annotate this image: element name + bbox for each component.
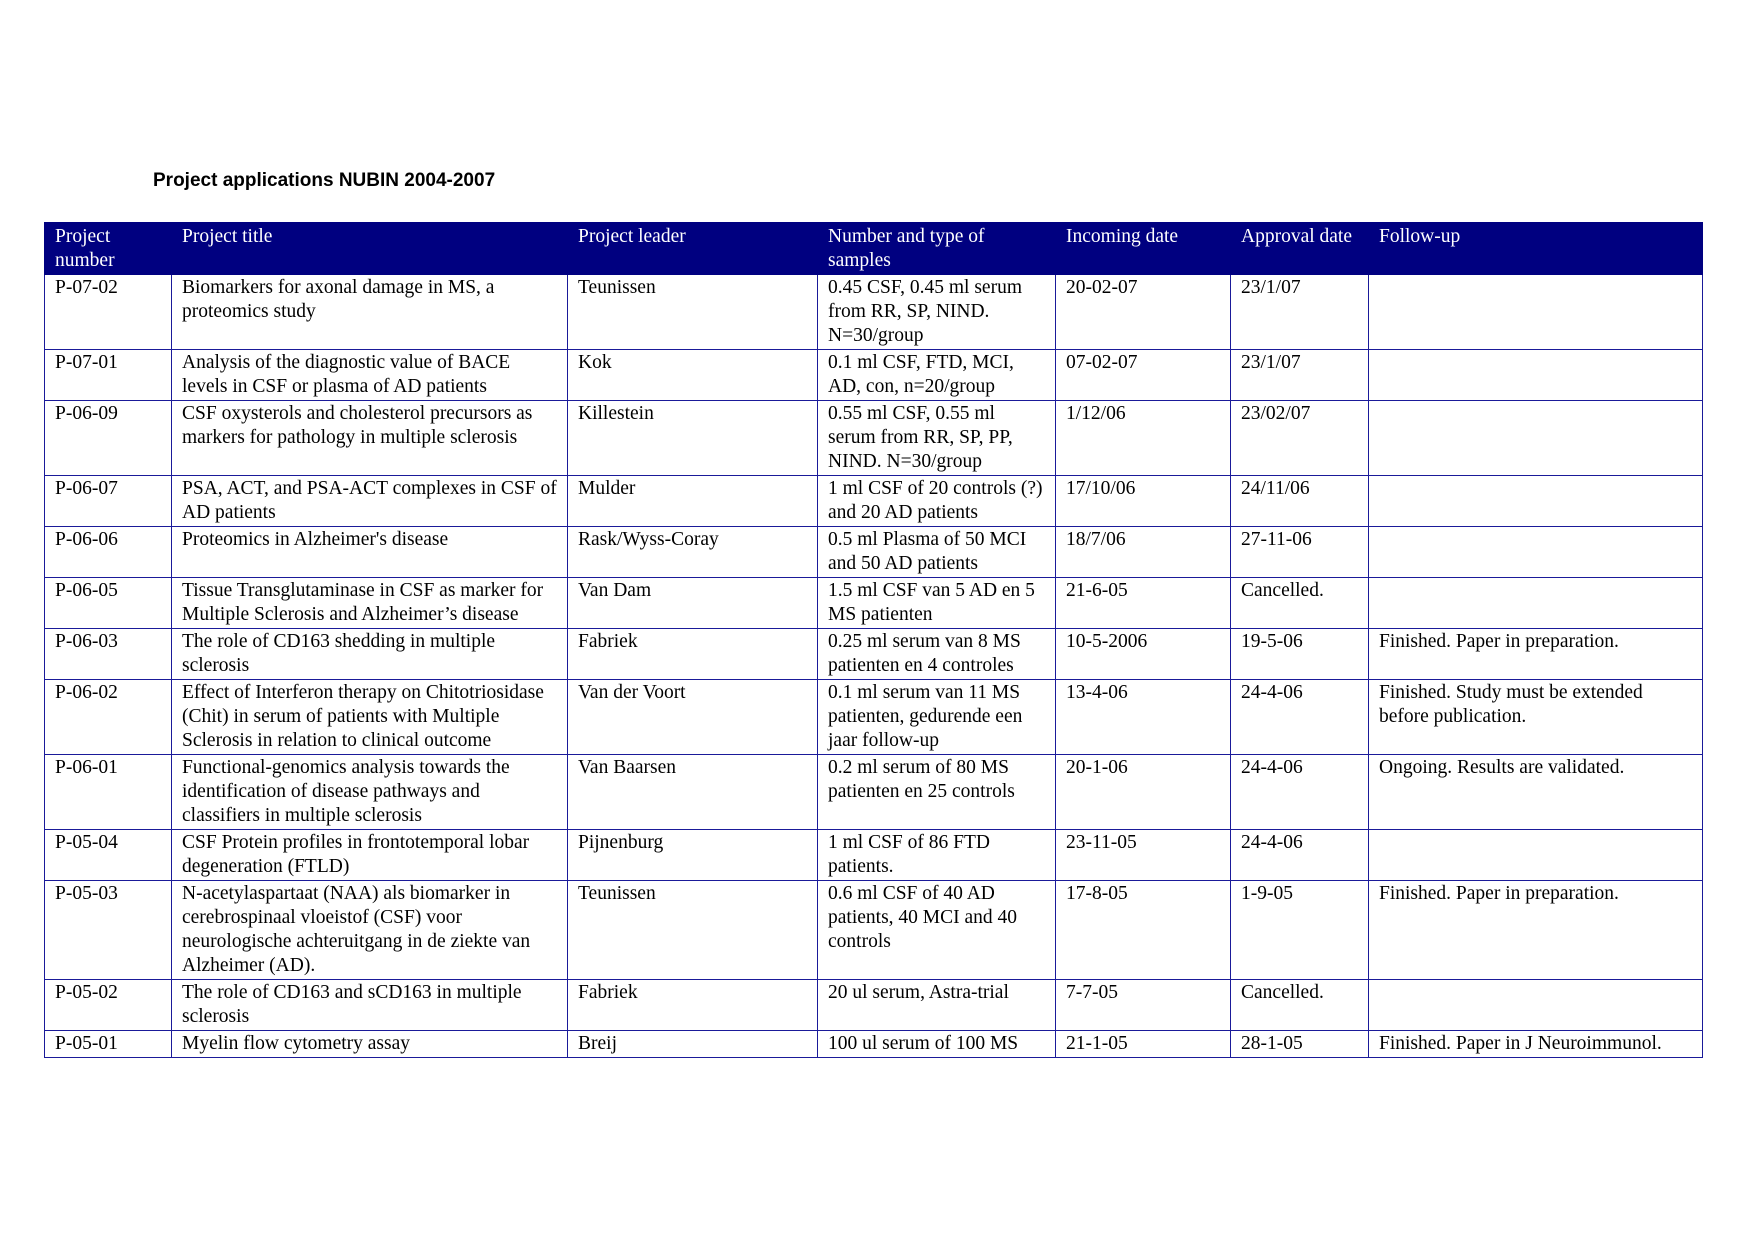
document-title: Project applications NUBIN 2004-2007	[153, 170, 496, 191]
cell-project-number: P-07-02	[45, 275, 172, 350]
cell-project-number: P-06-06	[45, 527, 172, 578]
cell-samples: 100 ul serum of 100 MS	[818, 1031, 1056, 1058]
table-body	[45, 275, 1703, 1058]
cell-project-title: Tissue Transglutaminase in CSF as marker for Multiple Sclerosis and Alzheimer’s disease	[172, 578, 568, 629]
header-incoming-date: Incoming date	[1056, 223, 1231, 275]
cell-samples: 0.2 ml serum of 80 MS patienten en 25 controls	[818, 755, 1056, 830]
header-project-title: Project title	[172, 223, 568, 275]
table-row	[45, 578, 1703, 629]
cell-samples: 0.1 ml serum van 11 MS patienten, gedurende een jaar follow-up	[818, 680, 1056, 755]
cell-incoming-date: 1/12/06	[1056, 401, 1231, 476]
cell-follow-up	[1369, 980, 1703, 1031]
cell-approval-date: 28-1-05	[1231, 1031, 1369, 1058]
table-row	[45, 629, 1703, 680]
cell-project-title: N-acetylaspartaat (NAA) als biomarker in cerebrospinaal vloeistof (CSF) voor neurologische achteruitgang in de ziekte van Alzheimer (AD).	[172, 881, 568, 980]
cell-project-leader: Teunissen	[568, 275, 818, 350]
cell-approval-date: 23/1/07	[1231, 275, 1369, 350]
cell-follow-up	[1369, 350, 1703, 401]
cell-project-leader: Kok	[568, 350, 818, 401]
table-row	[45, 275, 1703, 350]
table-row	[45, 755, 1703, 830]
cell-approval-date: 19-5-06	[1231, 629, 1369, 680]
cell-project-number: P-05-03	[45, 881, 172, 980]
cell-incoming-date: 20-1-06	[1056, 755, 1231, 830]
cell-project-title: Myelin flow cytometry assay	[172, 1031, 568, 1058]
cell-samples: 20 ul serum, Astra-trial	[818, 980, 1056, 1031]
cell-incoming-date: 13-4-06	[1056, 680, 1231, 755]
table-row	[45, 1031, 1703, 1058]
header-samples: Number and type of samples	[818, 223, 1056, 275]
cell-project-leader: Van der Voort	[568, 680, 818, 755]
cell-approval-date: 24-4-06	[1231, 830, 1369, 881]
cell-follow-up: Finished. Paper in preparation.	[1369, 881, 1703, 980]
cell-approval-date: Cancelled.	[1231, 980, 1369, 1031]
table-row	[45, 980, 1703, 1031]
table-row	[45, 527, 1703, 578]
cell-follow-up	[1369, 578, 1703, 629]
cell-follow-up	[1369, 527, 1703, 578]
cell-project-number: P-05-02	[45, 980, 172, 1031]
cell-approval-date: 27-11-06	[1231, 527, 1369, 578]
cell-incoming-date: 23-11-05	[1056, 830, 1231, 881]
cell-samples: 1 ml CSF of 86 FTD patients.	[818, 830, 1056, 881]
cell-project-title: Proteomics in Alzheimer's disease	[172, 527, 568, 578]
cell-samples: 0.5 ml Plasma of 50 MCI and 50 AD patients	[818, 527, 1056, 578]
cell-project-leader: Breij	[568, 1031, 818, 1058]
cell-follow-up	[1369, 830, 1703, 881]
cell-follow-up: Finished. Paper in preparation.	[1369, 629, 1703, 680]
cell-incoming-date: 21-6-05	[1056, 578, 1231, 629]
cell-incoming-date: 10-5-2006	[1056, 629, 1231, 680]
cell-project-number: P-05-04	[45, 830, 172, 881]
cell-approval-date: 1-9-05	[1231, 881, 1369, 980]
cell-incoming-date: 7-7-05	[1056, 980, 1231, 1031]
cell-project-leader: Van Dam	[568, 578, 818, 629]
cell-project-leader: Mulder	[568, 476, 818, 527]
header-follow-up: Follow-up	[1369, 223, 1703, 275]
cell-follow-up: Ongoing. Results are validated.	[1369, 755, 1703, 830]
cell-approval-date: 24-4-06	[1231, 755, 1369, 830]
header-approval-date: Approval date	[1231, 223, 1369, 275]
cell-follow-up: Finished. Study must be extended before publication.	[1369, 680, 1703, 755]
cell-project-leader: Fabriek	[568, 980, 818, 1031]
cell-samples: 0.45 CSF, 0.45 ml serum from RR, SP, NIND. N=30/group	[818, 275, 1056, 350]
cell-project-leader: Rask/Wyss-Coray	[568, 527, 818, 578]
table-row	[45, 350, 1703, 401]
cell-samples: 1.5 ml CSF van 5 AD en 5 MS patienten	[818, 578, 1056, 629]
table-row	[45, 680, 1703, 755]
cell-samples: 0.1 ml CSF, FTD, MCI, AD, con, n=20/group	[818, 350, 1056, 401]
cell-samples: 1 ml CSF of 20 controls (?) and 20 AD patients	[818, 476, 1056, 527]
cell-samples: 0.6 ml CSF of 40 AD patients, 40 MCI and 40 controls	[818, 881, 1056, 980]
table-row	[45, 401, 1703, 476]
cell-project-title: The role of CD163 and sCD163 in multiple sclerosis	[172, 980, 568, 1031]
header-project-leader: Project leader	[568, 223, 818, 275]
cell-project-number: P-07-01	[45, 350, 172, 401]
cell-project-title: Analysis of the diagnostic value of BACE levels in CSF or plasma of AD patients	[172, 350, 568, 401]
cell-project-number: P-06-01	[45, 755, 172, 830]
cell-samples: 0.55 ml CSF, 0.55 ml serum from RR, SP, PP, NIND. N=30/group	[818, 401, 1056, 476]
cell-project-leader: Fabriek	[568, 629, 818, 680]
cell-approval-date: 24/11/06	[1231, 476, 1369, 527]
cell-samples: 0.25 ml serum van 8 MS patienten en 4 controles	[818, 629, 1056, 680]
cell-incoming-date: 17-8-05	[1056, 881, 1231, 980]
table-row	[45, 830, 1703, 881]
cell-project-title: PSA, ACT, and PSA-ACT complexes in CSF of AD patients	[172, 476, 568, 527]
cell-project-title: CSF oxysterols and cholesterol precursors as markers for pathology in multiple sclerosis	[172, 401, 568, 476]
cell-incoming-date: 20-02-07	[1056, 275, 1231, 350]
cell-project-leader: Teunissen	[568, 881, 818, 980]
cell-incoming-date: 17/10/06	[1056, 476, 1231, 527]
table-header-row	[45, 223, 1703, 275]
cell-project-number: P-06-07	[45, 476, 172, 527]
cell-follow-up	[1369, 401, 1703, 476]
cell-follow-up: Finished. Paper in J Neuroimmunol.	[1369, 1031, 1703, 1058]
cell-project-number: P-06-05	[45, 578, 172, 629]
cell-project-number: P-06-03	[45, 629, 172, 680]
cell-incoming-date: 18/7/06	[1056, 527, 1231, 578]
cell-project-title: CSF Protein profiles in frontotemporal lobar degeneration (FTLD)	[172, 830, 568, 881]
cell-project-number: P-05-01	[45, 1031, 172, 1058]
table-row	[45, 881, 1703, 980]
cell-approval-date: Cancelled.	[1231, 578, 1369, 629]
projects-table	[44, 222, 1703, 1058]
cell-project-leader: Pijnenburg	[568, 830, 818, 881]
cell-follow-up	[1369, 275, 1703, 350]
cell-approval-date: 23/02/07	[1231, 401, 1369, 476]
header-project-number: Project number	[45, 223, 172, 275]
cell-approval-date: 23/1/07	[1231, 350, 1369, 401]
cell-project-number: P-06-09	[45, 401, 172, 476]
cell-project-number: P-06-02	[45, 680, 172, 755]
cell-incoming-date: 07-02-07	[1056, 350, 1231, 401]
cell-project-title: Effect of Interferon therapy on Chitotriosidase (Chit) in serum of patients with Multiple Sclerosis in relation to clinical outcome	[172, 680, 568, 755]
cell-follow-up	[1369, 476, 1703, 527]
table-row	[45, 476, 1703, 527]
cell-project-leader: Van Baarsen	[568, 755, 818, 830]
cell-project-title: Functional-genomics analysis towards the identification of disease pathways and classifiers in multiple sclerosis	[172, 755, 568, 830]
cell-incoming-date: 21-1-05	[1056, 1031, 1231, 1058]
cell-project-title: The role of CD163 shedding in multiple sclerosis	[172, 629, 568, 680]
cell-project-leader: Killestein	[568, 401, 818, 476]
cell-project-title: Biomarkers for axonal damage in MS, a proteomics study	[172, 275, 568, 350]
cell-approval-date: 24-4-06	[1231, 680, 1369, 755]
